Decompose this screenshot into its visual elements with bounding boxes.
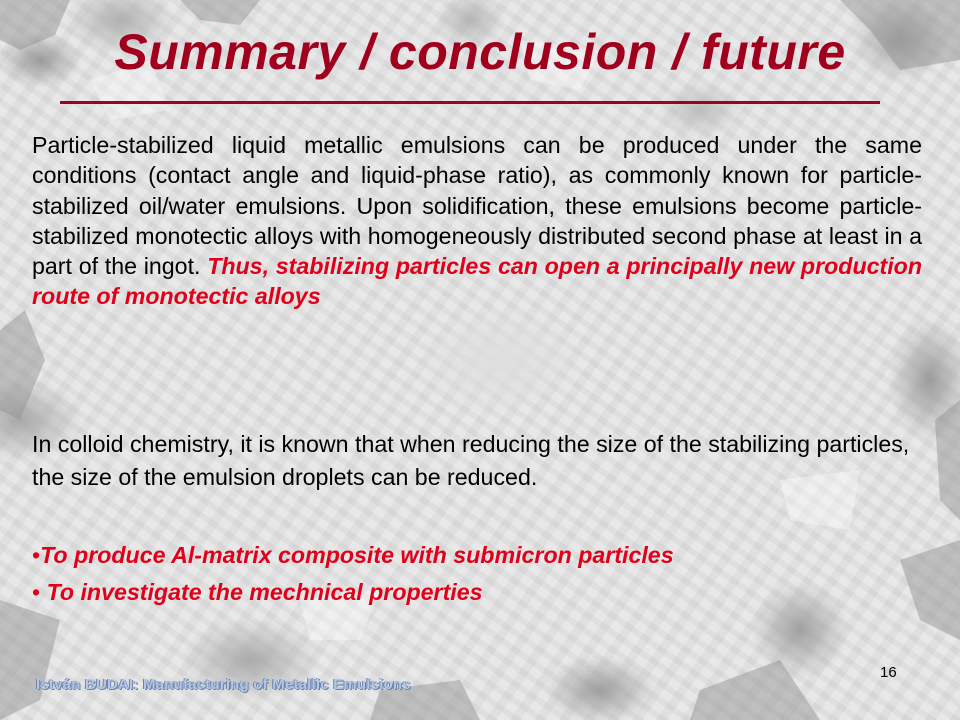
bullet-marker: • [32, 579, 41, 605]
bullet-text: To produce Al-matrix composite with submicron particles [40, 542, 674, 568]
bullet-marker: • [32, 542, 41, 568]
page-number: 16 [880, 664, 897, 681]
future-bullet-2 [32, 577, 937, 607]
conclusion-text: Particle-stabilized liquid metallic emulsions can be produced under the same conditions (contact angle and liquid-phase ratio), as commonly known for particle-stabilized oil/water emulsions. Upon solidification, these emulsions become particle-stabilized monotectic alloys with homogeneously distributed second phase at least in a part of the ingot. [32, 132, 922, 280]
footer-author: István BUDAI: Manufacturing of Metallic Emulsions [36, 676, 411, 693]
conclusion-emphasis: Thus, stabilizing particles can open a principally new production route of monotectic alloys [32, 253, 922, 310]
bullet-text: To investigate the mechnical properties [40, 579, 483, 605]
future-bullet-1 [32, 540, 937, 570]
title-underline [60, 101, 880, 104]
conclusion-paragraph [32, 130, 922, 312]
colloid-paragraph: In colloid chemistry, it is known that when reducing the size of the stabilizing particles, the size of the emulsion droplets can be reduced. [32, 431, 910, 490]
slide-title: Summary / conclusion / future [114, 24, 846, 80]
